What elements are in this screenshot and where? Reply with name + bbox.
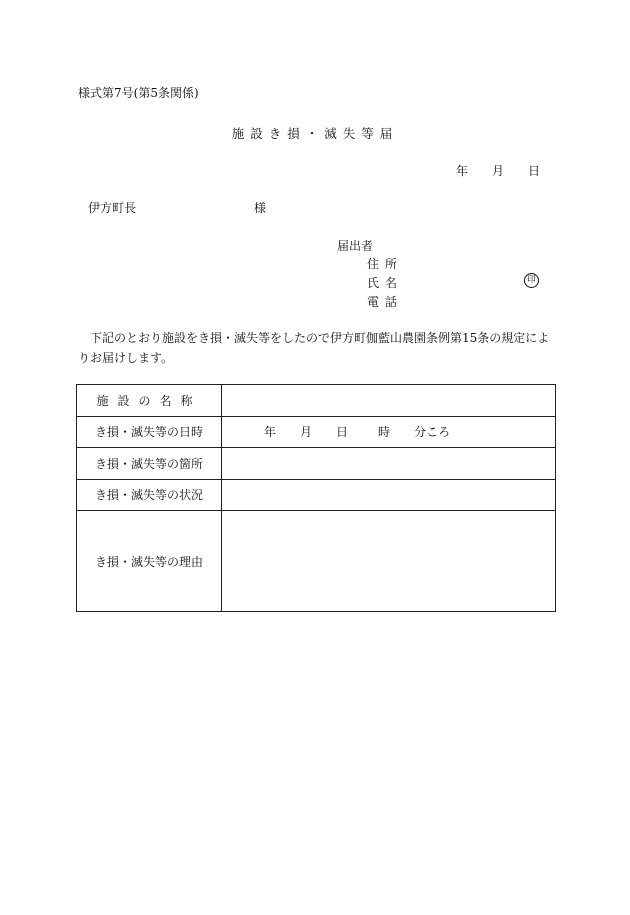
- addressee-honorific: 様: [254, 201, 267, 215]
- datetime-field[interactable]: [222, 416, 556, 448]
- table-row-reason: [77, 511, 556, 612]
- datetime-label: き損・滅失等の日時: [77, 416, 222, 448]
- reason-label: き損・滅失等の理由: [77, 511, 222, 612]
- applicant-phone-label: 電話: [367, 295, 404, 309]
- datetime-month-unit: 月: [300, 425, 313, 440]
- location-field[interactable]: [222, 448, 556, 480]
- location-label: き損・滅失等の箇所: [77, 448, 222, 480]
- reason-field[interactable]: [222, 511, 556, 612]
- condition-field[interactable]: [222, 479, 556, 511]
- table-row-facility-name: [77, 385, 556, 417]
- date-year-unit: 年: [456, 164, 469, 178]
- datetime-year-unit: 年: [264, 425, 277, 440]
- table-row-location: [77, 448, 556, 480]
- seal-mark: 印: [524, 273, 539, 288]
- datetime-day-unit: 日: [336, 425, 349, 440]
- body-text: 下記のとおり施設をき損・滅失等をしたので伊方町伽藍山農園条例第15条の規定によりお届けします。: [78, 331, 550, 365]
- date-line: [456, 162, 540, 179]
- facility-name-field[interactable]: [222, 385, 556, 417]
- form-title: 施設き損・滅失等届: [231, 126, 399, 141]
- facility-name-label: 施設の名称: [77, 385, 222, 417]
- date-day-unit: 日: [528, 164, 541, 178]
- date-month-unit: 月: [492, 164, 505, 178]
- form-code: 様式第7号(第5条関係): [78, 86, 199, 100]
- applicant-heading: 届出者: [337, 239, 374, 253]
- condition-label: き損・滅失等の状況: [77, 479, 222, 511]
- table-row-datetime: [77, 416, 556, 448]
- datetime-minute-unit: 分ころ: [414, 425, 451, 440]
- table-row-condition: [77, 479, 556, 511]
- addressee-name: 伊方町長: [88, 201, 137, 215]
- applicant-address-label: 住所: [367, 257, 404, 271]
- applicant-name-label: 氏名: [367, 276, 404, 290]
- report-table: [76, 384, 556, 612]
- datetime-hour-unit: 時: [378, 425, 391, 440]
